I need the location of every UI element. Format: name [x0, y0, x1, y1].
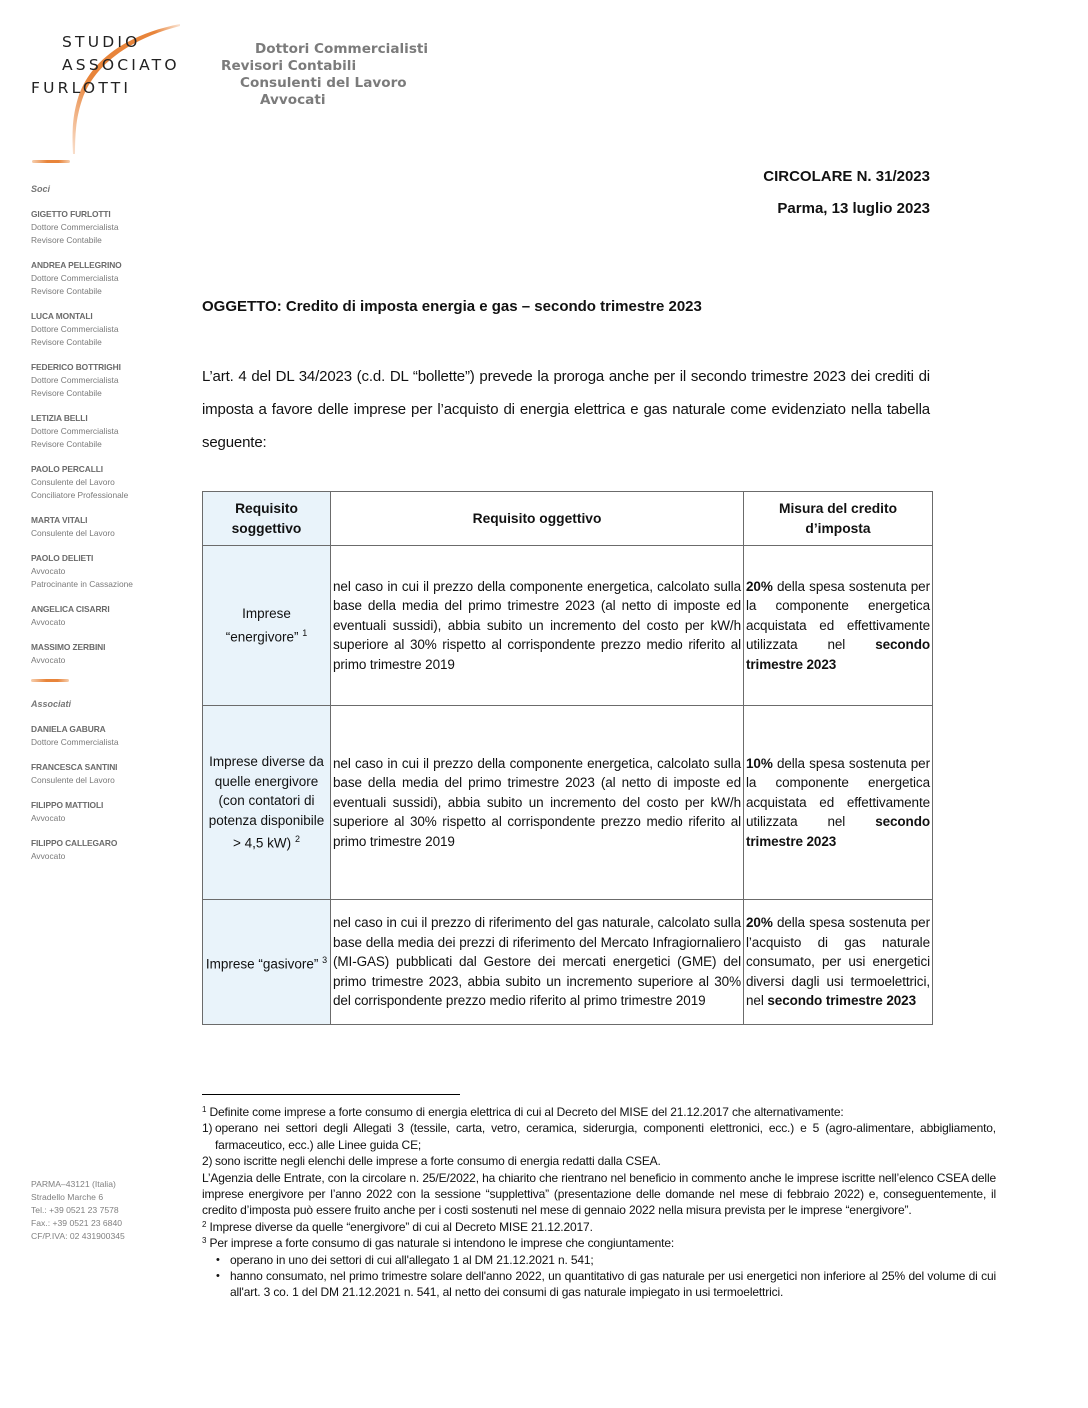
partner-entry [31, 603, 181, 629]
bullet-text: hanno consumato, nel primo trimestre solare dell'anno 2022, un quantitativo di gas naturale per usi energetici non inferiore al 25% del volume di cui all'art. 3 co. 1 del DM 21.12.2021 n. 541, al netto dei consumi di gas naturale impiegato in usi termoelettrici. [230, 1269, 996, 1300]
partner-role: Revisore Contabile [31, 439, 102, 449]
subject-text: Imprese “gasivore” [205, 956, 319, 971]
partner-role: Avvocato [31, 566, 66, 576]
partner-entry [31, 310, 181, 349]
cell-objective: nel caso in cui il prezzo della componente energetica, calcolato sulla base della media del primo trimestre 2023 (al netto di imposte ed eventuali sussidi), abbia subito un incremento del costo per kW/h superiore al 30% rispetto al corrispondente prezzo medio riferito al primo trimestre 2019 [331, 706, 744, 900]
partner-role: Dottore Commercialista [31, 273, 119, 283]
partner-name: DANIELA GABURA [31, 724, 106, 734]
cell-subject [203, 900, 331, 1025]
footnote-text: Per imprese a forte consumo di gas naturale si intendono le imprese che congiuntamente: [206, 1236, 675, 1251]
footnote-2 [202, 1219, 996, 1235]
address-phone: Tel.: +39 0521 23 7578 [31, 1205, 119, 1215]
footnote-text: Definite come imprese a forte consumo di energia elettrica di cui al Decreto del MISE del 21.12.2017 che alternativamente: [206, 1105, 844, 1119]
measure-text: della spesa sostenuta per l’acquisto di gas naturale consumato, per usi energetici diversi dagli usi termoelettrici, nel [746, 915, 930, 1009]
soci-list [31, 208, 181, 667]
profession-item: Revisori Contabili [221, 58, 357, 74]
cell-measure [744, 900, 933, 1025]
partner-role: Revisore Contabile [31, 235, 102, 245]
footnote-1-item [202, 1120, 996, 1153]
header-credit-measure: Misura del credito d’imposta [744, 492, 933, 546]
header-subjective-requirement: Requisito soggettivo [203, 492, 331, 546]
profession-item: Dottori Commercialisti [255, 41, 429, 57]
bullet-icon: • [216, 1253, 220, 1266]
partner-role: Revisore Contabile [31, 337, 102, 347]
partner-name: FEDERICO BOTTRIGHI [31, 362, 121, 372]
footnote-mark: 1 [202, 1105, 207, 1114]
footnote-1-item [202, 1153, 996, 1169]
footnote-1-extra: L’Agenzia delle Entrate, con la circolare n. 25/E/2022, ha chiarito che rientrano nel beneficio in commento anche le imprese iscritte nell’elenco CSEA delle imprese energivore per l’anno 2022 con la sessione “supplettiva” (presentazione delle domande nel mese di febbraio 2022) e, conseguentemente, il credito d’imposta può essere fruito anche per i costi sostenuti nel mese di gennaio 2022 nella misura prevista per le imprese “energivore”. [202, 1170, 996, 1218]
partner-name: LUCA MONTALI [31, 311, 93, 321]
partner-name: FILIPPO CALLEGARO [31, 838, 118, 848]
footnote-mark: 2 [202, 1219, 207, 1229]
partner-entry [31, 552, 181, 591]
partner-entry [31, 761, 181, 787]
partner-name: MARTA VITALI [31, 515, 88, 525]
partner-entry [31, 361, 181, 400]
subject-text: Imprese diverse da quelle energivore (con contatori di potenza disponibile > 4,5 kW) [208, 754, 325, 851]
address-line: Stradello Marche 6 [31, 1192, 104, 1202]
partner-role: Dottore Commercialista [31, 737, 119, 747]
partners-sidebar [31, 184, 181, 875]
circular-number: CIRCOLARE N. 31/2023 [763, 168, 930, 185]
cell-subject [203, 706, 331, 900]
credit-rate: 20% [746, 915, 773, 931]
studio-logo [28, 20, 188, 170]
partner-role: Avvocato [31, 813, 66, 823]
associati-heading: Associati [31, 699, 72, 709]
soci-heading: Soci [31, 184, 51, 194]
table-row [203, 546, 933, 706]
partner-name: GIGETTO FURLOTTI [31, 209, 111, 219]
footnotes [202, 1104, 996, 1301]
item-number: 1) [202, 1121, 213, 1136]
address-fax: Fax.: +39 0521 23 6840 [31, 1218, 123, 1228]
cell-objective: nel caso in cui il prezzo di riferimento del gas naturale, calcolato sulla base della media dei prezzi di riferimento del Mercato Infragiornaliero (MI-GAS) pubblicati dal Gestore dei mercati energetici (GME) del primo trimestre 2023, abbia subito un incremento superiore al 30% del corrispondente prezzo medio riferito al primo trimestre 2019 [331, 900, 744, 1025]
partner-name: PAOLO DELIETI [31, 553, 94, 563]
footnote-ref: 2 [294, 834, 300, 844]
footnote-3-bullet [202, 1252, 996, 1268]
credit-rate: 20% [746, 578, 773, 594]
partner-name: FRANCESCA SANTINI [31, 762, 118, 772]
partner-entry [31, 208, 181, 247]
logo-line-associato: ASSOCIATO [62, 56, 180, 74]
partner-role: Dottore Commercialista [31, 222, 119, 232]
partner-role: Revisore Contabile [31, 388, 102, 398]
item-text: operano nei settori degli Allegati 3 (tessile, carta, vetro, ceramica, siderurgia, componenti elettronici, ecc.) e 5 (agro-alimentare, abbigliamento, farmaceutico, ecc.) alle Linee guida CE; [215, 1121, 996, 1152]
partner-name: ANGELICA CISARRI [31, 604, 110, 614]
address-line: PARMA–43121 (Italia) [31, 1179, 116, 1189]
partner-entry [31, 723, 181, 749]
partner-entry [31, 463, 181, 502]
header-objective-requirement: Requisito oggettivo [331, 492, 744, 546]
partner-name: MASSIMO ZERBINI [31, 642, 106, 652]
table-row [203, 900, 933, 1025]
cell-measure [744, 706, 933, 900]
partner-name: ANDREA PELLEGRINO [31, 260, 122, 270]
partner-entry [31, 259, 181, 298]
profession-item: Consulenti del Lavoro [240, 75, 407, 91]
partner-role: Avvocato [31, 617, 66, 627]
cell-objective: nel caso in cui il prezzo della componente energetica, calcolato sulla base della media del primo trimestre 2023 (al netto di imposte ed eventuali sussidi), abbia subito un incremento del costo per kW/h superiore al 30% rispetto al corrispondente prezzo medio riferito al primo trimestre 2019 [331, 546, 744, 706]
partner-role: Dottore Commercialista [31, 426, 119, 436]
partner-entry [31, 641, 181, 667]
table-row [203, 706, 933, 900]
tax-credit-table [202, 491, 933, 1025]
bullet-text: operano in uno dei settori di cui all'allegato 1 al DM 21.12.2021 n. 541; [230, 1252, 594, 1267]
partner-role: Conciliatore Professionale [31, 490, 129, 500]
partner-entry [31, 514, 181, 540]
partner-role: Dottore Commercialista [31, 324, 119, 334]
measure-period: secondo trimestre 2023 [746, 637, 930, 672]
partner-entry [31, 799, 181, 825]
partner-name: PAOLO PERCALLI [31, 464, 103, 474]
measure-period: secondo trimestre 2023 [746, 814, 930, 849]
item-number: 2) [202, 1154, 213, 1169]
office-address [31, 1178, 125, 1243]
logo-line-furlotti: FURLOTTI [31, 79, 132, 97]
partner-role: Avvocato [31, 851, 66, 861]
partner-role: Patrocinante in Cassazione [31, 579, 133, 589]
footnote-separator [202, 1094, 460, 1095]
orange-divider [31, 679, 69, 682]
partner-name: FILIPPO MATTIOLI [31, 800, 104, 810]
bullet-icon: • [216, 1270, 220, 1283]
partner-name: LETIZIA BELLI [31, 413, 88, 423]
credit-rate: 10% [746, 755, 773, 771]
item-text: sono iscritte negli elenchi delle imprese a forte consumo di energia redatti dalla CSEA. [215, 1154, 661, 1169]
subject-text: Imprese “energivore” [225, 606, 299, 645]
footnote-ref: 1 [302, 627, 308, 638]
intro-paragraph: L’art. 4 del DL 34/2023 (c.d. DL “bollette”) prevede la proroga anche per il secondo trimestre 2023 dei crediti di imposta a favore delle imprese per l’acquisto di energia elettrica e gas naturale come evidenziato nella tabella seguente: [202, 368, 930, 451]
footnote-3 [202, 1235, 996, 1251]
profession-item: Avvocati [260, 92, 326, 108]
document-date: Parma, 13 luglio 2023 [777, 200, 930, 217]
partner-entry [31, 837, 181, 863]
footnote-text: Imprese diverse da quelle “energivore” di cui al Decreto MISE 21.12.2017. [206, 1219, 593, 1234]
table-header-row [203, 492, 933, 546]
measure-text: della spesa sostenuta per la componente energetica acquistata ed effettivamente utilizzata nel [746, 578, 930, 653]
partner-role: Consulente del Lavoro [31, 775, 115, 785]
footnote-3-bullet [202, 1268, 996, 1301]
cell-subject [203, 546, 331, 706]
logo-line-studio: STUDIO [62, 33, 141, 51]
document-subject: OGGETTO: Credito di imposta energia e gas – secondo trimestre 2023 [202, 298, 702, 315]
partner-entry [31, 412, 181, 451]
footnote-1 [202, 1104, 996, 1120]
footnote-mark: 3 [202, 1236, 207, 1246]
partner-role: Dottore Commercialista [31, 375, 119, 385]
measure-period: secondo trimestre 2023 [767, 993, 916, 1009]
footnote-ref: 3 [322, 954, 328, 965]
associati-list [31, 723, 181, 863]
partner-role: Consulente del Lavoro [31, 477, 115, 487]
cell-measure [744, 546, 933, 706]
partner-role: Avvocato [31, 655, 66, 665]
orange-divider [32, 160, 70, 163]
partner-role: Consulente del Lavoro [31, 528, 115, 538]
address-vat: CF/P.IVA: 02 431900345 [31, 1231, 125, 1241]
measure-text: della spesa sostenuta per la componente energetica acquistata ed effettivamente utilizzata nel [746, 755, 930, 830]
partner-role: Revisore Contabile [31, 286, 102, 296]
